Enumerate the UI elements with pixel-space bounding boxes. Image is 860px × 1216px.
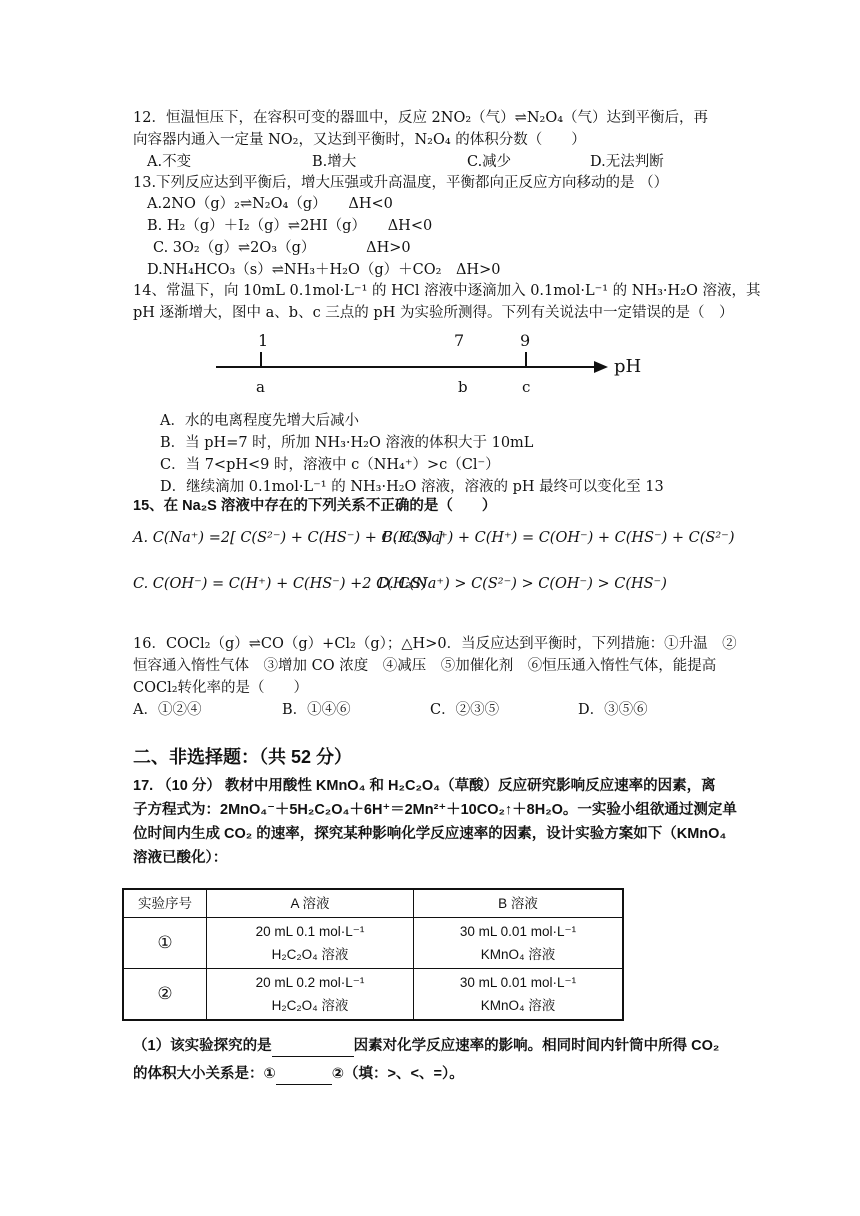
q16-line2: 恒容通入惰性气体 ③增加 CO 浓度 ④减压 ⑤加催化剂 ⑥恒压通入惰性气体，能提高	[133, 658, 717, 674]
q17-sub1-text-d: ②（填：>、<、=）。	[331, 1066, 464, 1082]
ph-axis-label: pH	[614, 356, 642, 377]
q12-option-b: B.增大	[312, 154, 357, 170]
table-header-b: B 溶液	[414, 889, 624, 918]
q16-line3: COCl₂转化率的是（ ）	[133, 680, 309, 696]
q12-option-d: D.无法判断	[590, 154, 664, 170]
q13-option-a: A.2NO（g）₂⇌N₂O₄（g） ΔH<0	[147, 196, 393, 212]
row2-b-line1: 30 mL 0.01 mol·L⁻¹	[459, 975, 577, 990]
row1-a-cell	[207, 918, 414, 969]
q15-stem: 15、在 Na₂S 溶液中存在的下列关系不正确的是（ ）	[133, 498, 497, 514]
q13-option-b: B. H₂（g）＋I₂（g）⇌2HI（g） ΔH<0	[147, 218, 433, 234]
point-label-c: c	[522, 378, 531, 396]
ph-tick-label-1: 1	[258, 331, 269, 350]
point-label-a: a	[256, 378, 265, 396]
row2-b-cell	[414, 969, 624, 1021]
q12-option-a: A.不变	[147, 154, 192, 170]
q16-option-d: D．③⑤⑥	[578, 702, 648, 718]
answer-blank-1[interactable]	[272, 1036, 354, 1057]
row1-a-line1: 20 mL 0.1 mol·L⁻¹	[255, 924, 365, 939]
ph-tick-label-9: 9	[520, 331, 531, 350]
section2-title: 二、非选择题：（共 52 分）	[133, 747, 353, 767]
q13-option-d: D.NH₄HCO₃（s）⇌NH₃＋H₂O（g）＋CO₂ ΔH>0	[147, 262, 501, 278]
point-label-b: b	[458, 378, 468, 396]
q14-option-b: B．当 pH=7 时，所加 NH₃·H₂O 溶液的体积大于 10mL	[160, 435, 534, 451]
q17-line1: 17. （10 分） 教材中用酸性 KMnO₄ 和 H₂C₂O₄（草酸）反应研究影响反应速率的因素，离	[133, 778, 716, 794]
row1-b-line2: KMnO₄ 溶液	[480, 947, 556, 962]
q16-option-a: A．①②④	[133, 702, 202, 718]
row2-b-line2: KMnO₄ 溶液	[480, 998, 556, 1013]
q12-line1: 12．恒温恒压下，在容积可变的器皿中，反应 2NO₂（气）⇌N₂O₄（气）达到平衡后，再	[133, 110, 709, 126]
q17-sub1-line1	[133, 1036, 719, 1057]
table-row	[123, 918, 623, 969]
q12-line2: 向容器内通入一定量 NO₂，又达到平衡时，N₂O₄ 的体积分数（ ）	[133, 132, 586, 148]
table-header-id: 实验序号	[123, 889, 207, 918]
q15-option-a: A. C(Na⁺) =2[ C(S²⁻) + C(HS⁻) + C(H₂S) ]	[133, 530, 443, 546]
q16-option-c: C．②③⑤	[430, 702, 500, 718]
q15-option-c: C. C(OH⁻) = C(H⁺) + C(HS⁻) +2 C(H₂S)	[133, 576, 427, 592]
ph-axis-diagram	[210, 330, 670, 400]
q17-sub1-line2	[133, 1064, 464, 1085]
q17-line4: 溶液已酸化）：	[133, 850, 228, 866]
q16-line1: 16．COCl₂（g）⇌CO（g）+Cl₂（g）；△H>0．当反应达到平衡时，下列措施：①升温 ②	[133, 636, 737, 652]
row2-a-line2: H₂C₂O₄ 溶液	[271, 998, 349, 1013]
row2-id: ②	[123, 969, 207, 1021]
table-row	[123, 969, 623, 1021]
q15-option-b: B. C(Na⁺) + C(H⁺) = C(OH⁻) + C(HS⁻) + C(S²⁻)	[382, 530, 735, 546]
q14-line1: 14、常温下，向 10mL 0.1mol·L⁻¹ 的 HCl 溶液中逐滴加入 0.1mol·L⁻¹ 的 NH₃·H₂O 溶液，其	[133, 283, 761, 299]
q14-line2: pH 逐渐增大，图中 a、b、c 三点的 pH 为实验所测得。下列有关说法中一定错误的是（ ）	[133, 305, 734, 321]
table-header-row	[123, 889, 623, 918]
experiment-table	[122, 888, 624, 1021]
answer-blank-2[interactable]	[276, 1064, 332, 1085]
q16-option-b: B．①④⑥	[282, 702, 351, 718]
q14-option-c: C．当 7<pH<9 时，溶液中 c（NH₄⁺）>c（Cl⁻）	[160, 457, 500, 473]
row1-b-cell	[414, 918, 624, 969]
q13-stem: 13.下列反应达到平衡后，增大压强或升高温度，平衡都向正反应方向移动的是 （）	[133, 175, 669, 191]
q12-option-c: C.减少	[467, 154, 512, 170]
row1-b-line1: 30 mL 0.01 mol·L⁻¹	[459, 924, 577, 939]
q17-sub1-text-c: 的体积大小关系是：①	[133, 1066, 276, 1082]
q17-line3: 位时间内生成 CO₂ 的速率，探究某种影响化学反应速率的因素，设计实验方案如下（KMnO₄	[133, 826, 727, 842]
row2-a-cell	[207, 969, 414, 1021]
q13-option-c: C. 3O₂（g）⇌2O₃（g） ΔH>0	[153, 240, 411, 256]
q17-sub1-text-a: （1）该实验探究的是	[133, 1038, 272, 1054]
q17-line2: 子方程式为：2MnO₄⁻＋5H₂C₂O₄＋6H⁺＝2Mn²⁺＋10CO₂↑＋8H₂O。一实验小组欲通过测定单	[133, 802, 737, 818]
ph-axis-arrow	[594, 361, 608, 373]
row1-a-line2: H₂C₂O₄ 溶液	[271, 947, 349, 962]
row1-id: ①	[123, 918, 207, 969]
ph-tick-label-7: 7	[454, 331, 465, 350]
row2-a-line1: 20 mL 0.2 mol·L⁻¹	[255, 975, 365, 990]
q14-option-a: A．水的电离程度先增大后减小	[160, 413, 359, 429]
q15-option-d: D. C(Na⁺) > C(S²⁻) > C(OH⁻) > C(HS⁻)	[378, 576, 667, 592]
table-header-a: A 溶液	[207, 889, 414, 918]
q17-sub1-text-b: 因素对化学反应速率的影响。相同时间内针筒中所得 CO₂	[353, 1038, 720, 1054]
q14-option-d: D．继续滴加 0.1mol·L⁻¹ 的 NH₃·H₂O 溶液，溶液的 pH 最终可以变化至 13	[160, 479, 664, 495]
